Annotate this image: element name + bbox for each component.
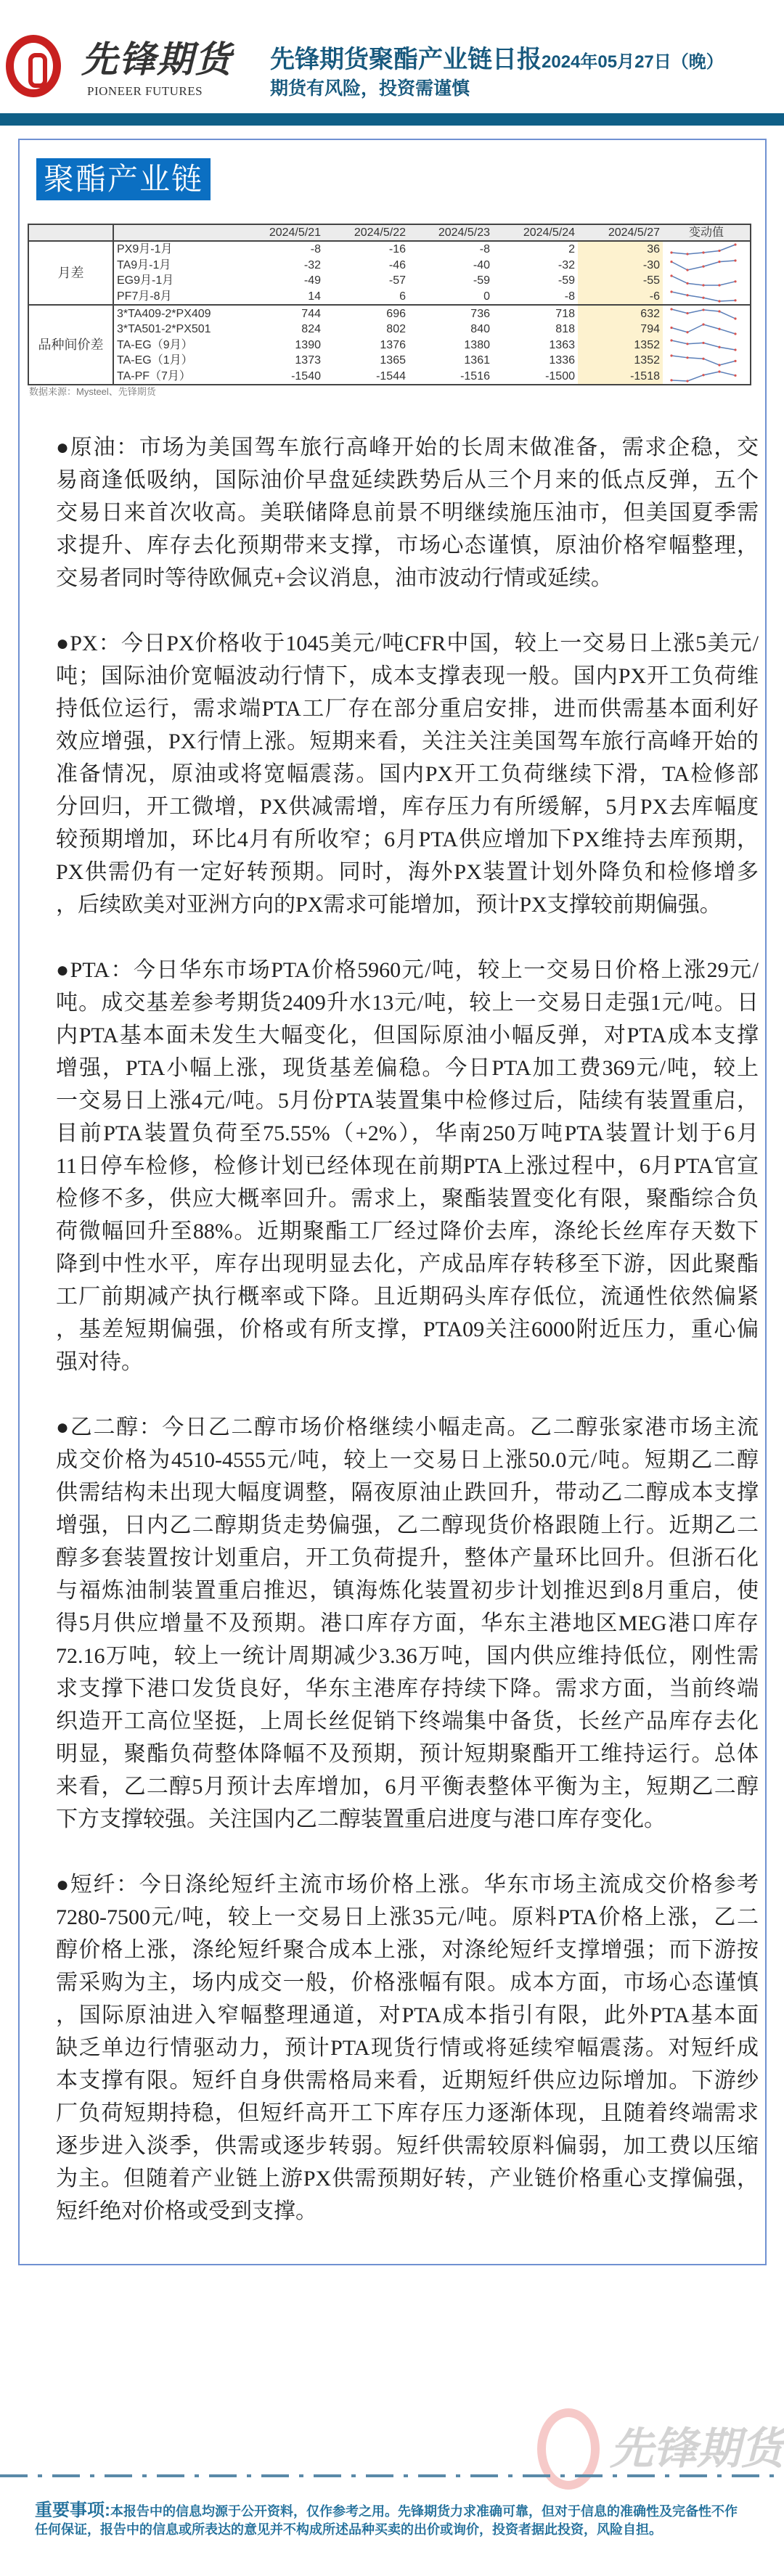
sparkline-point [670,290,672,293]
sparkline-point [734,360,736,362]
column-header: 2024/5/27 [578,224,663,241]
paragraph-line: 求提升、库存去化预期带来支撑，市场心态谨慎，原油价格窄幅整理， [56,533,759,557]
paragraph-line: 持低位运行，需求端PTA工厂存在部分重启安排，进而供需基本面利好 [56,697,759,721]
table-row [28,369,751,385]
header-blank [28,224,113,241]
spread-table [28,224,751,385]
disclaimer-line-2: 任何保证，报告中的信息或所表达的意见并不构成所述品种买卖的出价或询价，投资者据此投资，风险自担。 [35,2522,662,2537]
value-cell: 1352 [578,338,663,353]
value-cell: -8 [310,243,321,256]
paragraph-line: 荷微幅回升至88%。近期聚酯工厂经过降价去库，涤纶长丝库存天数下 [56,1219,759,1243]
sparkline-point [702,342,704,344]
paragraph-0 [56,431,759,594]
sparkline-point [702,297,704,299]
sparkline-point [702,265,704,267]
data-source-note: 数据来源：Mysteel、先锋期货 [29,386,156,397]
paragraph-line: 成交价格为4510-4555元/吨，较上一交易日上涨50.0元/吨。短期乙二醇 [56,1448,759,1472]
sparkline-cell [663,305,751,322]
value-cell: 818 [555,323,575,336]
value-cell: 1336 [549,354,575,367]
sparkline [663,289,751,304]
sparkline-cell [663,273,751,289]
sparkline-point [734,317,736,319]
paragraph-line: 分回归，开工微增，PX供减需增，库存压力有所缓解，5月PX去库幅度 [56,795,759,819]
sparkline-point [718,285,720,287]
value-cell: 744 [301,307,321,320]
value-cell: -8 [493,289,578,306]
table-row [28,258,751,274]
value-cell: -1500 [545,370,575,383]
sparkline-point [702,358,704,360]
paragraph-line: 逐步进入淡季，供需或逐步转弱。短纤供需较原料偏弱，加工费以压缩 [56,2134,759,2158]
logo-cn-text: 先锋期货 [81,38,232,81]
sparkline [663,242,751,257]
row-label: 3*TA409-2*PX409 [117,307,211,320]
watermark-text: 先锋期货 [610,2424,784,2474]
value-cell: 718 [555,307,575,320]
value-cell: 632 [578,305,663,322]
paragraph-line: 明显，聚酯负荷整体降幅不及预期，预计短期聚酯开工维持运行。总体 [56,1742,759,1766]
paragraph-line: 吨。成交基差参考期货2409升水13元/吨，较上一交易日走强1元/吨。日 [56,991,759,1015]
table-row [28,241,751,258]
watermark-ring-icon [537,2408,600,2490]
value-cell: -16 [388,243,406,256]
report-date: 2024年05月27日（晚） [542,52,724,72]
sparkline-point [734,333,736,335]
paragraph-line: 厂负荷短期持稳，但短纤高开工下库存压力逐渐体现，且随着终端需求 [56,2101,759,2125]
sparkline-point [718,300,720,302]
sparkline-point [718,261,720,263]
paragraph-3 [56,1411,759,1836]
logo-ring-icon [6,35,61,97]
paragraph-line: ●原油：市场为美国驾车旅行高峰开始的长周末做准备，需求企稳，交 [56,436,759,459]
column-header: 2024/5/24 [493,224,578,241]
paragraph-line: 为主。但随着产业链上游PX供需预期好转，产业链价格重心支撑偏强， [56,2167,759,2191]
sparkline-path [671,324,735,334]
sparkline-cell [663,241,751,258]
value-cell: 0 [409,289,493,306]
value-cell: -32 [303,258,321,271]
table-header-row [28,224,751,241]
commentary-body [56,431,759,2260]
paragraph-line: 醇价格上涨，涤纶短纤聚合成本上涨，对涤纶短纤支撑增强；而下游按 [56,1938,759,1962]
paragraph-line: ●短纤：今日涤纶短纤主流市场价格上涨。华东市场主流成交价格参考 [56,1873,759,1897]
value-cell: 14 [239,289,324,306]
paragraph-line: 7280-7500元/吨，较上一交易日上涨35元/吨。原料PTA价格上涨，乙二 [56,1905,759,1929]
sparkline [663,258,751,273]
sparkline-point [718,310,720,312]
value-cell: -32 [558,258,575,271]
row-label: 3*TA501-2*PX501 [117,323,211,336]
sparkline-point [686,312,688,314]
value-cell: 1365 [380,354,406,367]
sparkline-point [718,250,720,252]
value-cell: 1363 [549,338,575,351]
value-cell: 1373 [295,354,321,367]
sparkline-point [734,348,736,351]
paragraph-line: 72.16万吨，较上一统计周期减少3.36万吨，国内供应维持低位，刚性需 [56,1644,759,1668]
paragraph-line: ●PTA：今日华东市场PTA价格5960元/吨，较上一交易日价格上涨29元/ [56,958,759,982]
value-cell: 36 [578,241,663,258]
sparkline-path [671,356,735,365]
footer-divider [0,2474,784,2477]
value-cell: 840 [470,323,490,336]
value-cell: -55 [578,273,663,289]
value-cell: 1361 [464,354,490,367]
sparkline-point [686,380,688,382]
sparkline [663,322,751,337]
table-row [28,273,751,289]
sparkline-cell [663,369,751,385]
paragraph-line: ●乙二醇：今日乙二醇市场价格继续小幅走高。乙二醇张家港市场主流 [56,1415,759,1439]
value-cell: 1380 [464,338,490,351]
sparkline-point [718,364,720,367]
sparkline-point [718,328,720,330]
sparkline-point [670,327,672,329]
sparkline-cell [663,289,751,306]
paragraph-line: 与福炼油制装置重启推迟，镇海炼化装置初步计划推迟到8月重启，使 [56,1579,759,1603]
paragraph-line: 目前PTA装置负荷至75.55%（+2%），华南250万吨PTA装置计划于6月 [56,1121,759,1145]
value-cell: -40 [473,258,490,271]
value-cell: -49 [303,274,321,287]
sparkline-point [718,345,720,348]
sparkline-path [671,276,735,285]
report-title [270,45,724,79]
sparkline-point [670,308,672,310]
sparkline-cell [663,258,751,274]
value-cell: 1390 [295,338,321,351]
sparkline [663,369,751,384]
paragraph-line: 得5月供应增量不及预期。港口库存方面，华东主港地区MEG港口库存 [56,1611,759,1635]
paragraph-line: 一交易日上涨4元/吨。5月份PTA装置集中检修过后，陆续有装置重启， [56,1089,759,1113]
value-cell: -1518 [578,369,663,385]
sparkline-point [734,244,736,246]
sparkline [663,353,751,368]
paragraph-line: PX供需仍有一定好转预期。同时，海外PX装置计划外降负和检修增多 [56,860,759,884]
column-header: 2024/5/21 [239,224,324,241]
value-cell: 6 [324,289,409,306]
paragraph-line: 短纤绝对价格或受到支撑。 [56,2199,317,2223]
paragraph-line: 求支撑下港口发货良好，华东主港库存持续下降。需求方面，当前终端 [56,1677,759,1701]
sparkline-point [686,343,688,345]
value-cell: -57 [388,274,406,287]
value-cell: 824 [301,323,321,336]
value-cell: -1540 [291,370,321,383]
sparkline-point [718,370,720,372]
sparkline-path [671,261,735,270]
table-row [28,322,751,338]
sparkline-point [686,269,688,271]
sparkline-point [670,252,672,254]
watermark-logo [537,2408,784,2490]
paragraph-line: 较预期增加，环比4月有所收窄；6月PTA供应增加下PX维持去库预期， [56,827,759,851]
header-divider-bar [0,113,784,126]
paragraph-line: 交易者同时等待欧佩克+会议消息，油市波动行情或延续。 [56,566,613,590]
sparkline-cell [663,338,751,353]
paragraph-line: 准备情况，原油或将宽幅震荡。国内PX开工负荷继续下滑，TA检修部 [56,762,759,786]
value-cell: -1516 [460,370,490,383]
paragraph-line: ，后续欧美对亚洲方向的PX需求可能增加，预计PX支撑较前期偏强。 [56,893,722,917]
paragraph-line: 下方支撑较强。关注国内乙二醇装置重启进度与港口库存变化。 [56,1807,666,1831]
sparkline-point [734,259,736,261]
paragraph-line: 来看，乙二醇5月预计去库增加，6月平衡表整体平衡为主，短期乙二醇 [56,1775,759,1799]
sparkline-point [734,375,736,377]
risk-slogan: 期货有风险，投资需谨慎 [270,78,470,99]
disclaimer-heading: 重要事项: [35,2501,110,2520]
value-cell: 736 [470,307,490,320]
paragraph-line: 11日停车检修，检修计划已经体现在前期PTA上涨过程中，6月PTA官宣 [56,1154,759,1178]
sparkline-point [670,261,672,263]
value-cell: -1544 [376,370,406,383]
table-row [28,289,751,306]
sparkline-cell [663,353,751,369]
value-cell: -46 [388,258,406,271]
sparkline-point [734,281,736,283]
row-label: TA-EG（1月） [117,354,193,367]
disclaimer [35,2501,775,2539]
paragraph-line: ●PX：今日PX价格收于1045美元/吨CFR中国，较上一交易日上涨5美元/ [56,631,759,655]
value-cell: 696 [386,307,406,320]
paragraph-line: 内PTA基本面未发生大幅变化，但国际原油小幅反弹，对PTA成本支撑 [56,1023,759,1047]
paragraph-line: 强对待。 [56,1350,143,1374]
paragraph-line: 增强，PTA小幅上涨，现货基差偏稳。今日PTA加工费369元/吨，较上 [56,1056,759,1080]
paragraph-line: 易商逢低吸纳，国际油价早盘延续跌势后从三个月来的低点反弹，五个 [56,468,759,492]
column-header: 2024/5/23 [409,224,493,241]
paragraph-line: 缺乏单边行情驱动力，预计PTA现货行情或将延续窄幅震荡。对短纤成 [56,2036,759,2060]
row-label: EG9月-1月 [117,274,174,287]
sparkline-point [702,308,704,311]
sparkline-path [671,292,735,301]
sparkline-point [686,357,688,359]
sparkline-point [670,355,672,357]
value-cell: -59 [558,274,575,287]
paragraph-line: 增强，日内乙二醇期货走势偏强，乙二醇现货价格跟随上行。近期乙二 [56,1513,759,1537]
paragraph-line: ，国际原油进入窄幅整理通道，对PTA成本指引有限，此外PTA基本面 [56,2003,759,2027]
sparkline-point [686,253,688,255]
sparkline-point [734,299,736,301]
value-cell: -8 [479,243,490,256]
table-row [28,353,751,369]
sparkline-point [702,374,704,376]
paragraph-line: 效应增强，PX行情上涨。短期来看，关注关注美国驾车旅行高峰开始的 [56,729,759,753]
sparkline-cell [663,322,751,338]
value-cell: 1352 [578,353,663,369]
table-row [28,338,751,353]
sparkline-point [686,294,688,296]
sparkline-point [686,282,688,285]
sparkline-point [670,275,672,277]
paragraph-line: 检修不多，供应大概率回升。需求上，聚酯装置变化有限，聚酯综合负 [56,1187,759,1211]
paragraph-4 [56,1868,759,2228]
paragraph-1 [56,627,759,921]
section-label: 聚酯产业链 [36,158,211,200]
value-cell: -59 [473,274,490,287]
paragraph-line: 醇多套装置按计划重启，开工负荷提升，整体产量环比回升。但浙石化 [56,1546,759,1570]
disclaimer-row-1 [35,2501,775,2520]
sparkline [663,338,751,353]
column-header-change: 变动值 [663,224,751,241]
value-cell: 2 [568,243,575,256]
value-cell: -30 [578,258,663,274]
header-blank [113,224,239,241]
sparkline-point [670,339,672,341]
paragraph-2 [56,954,759,1378]
value-cell: 1376 [380,338,406,351]
column-header: 2024/5/22 [324,224,409,241]
logo-en-text: PIONEER FUTURES [87,84,203,98]
sparkline [663,273,751,288]
value-cell: 794 [578,322,663,338]
sparkline-point [670,379,672,381]
sparkline-path [671,372,735,381]
company-logo [6,35,245,102]
row-label: TA-PF（7月） [117,370,191,383]
group-label: 品种间价差 [28,305,113,385]
row-label: PF7月-8月 [113,289,239,306]
paragraph-line: 本支撑有限。短纤自身供需格局来看，近期短纤供应边际增加。下游纱 [56,2069,759,2093]
value-cell: 802 [386,323,406,336]
sparkline-point [702,285,704,287]
paragraph-line: 吨；国际油价宽幅波动行情下，成本支撑表现一般。国内PX开工负荷维 [56,664,759,688]
table-row [28,305,751,322]
row-label: TA9月-1月 [117,258,171,271]
paragraph-line: ，基差短期偏强，价格或有所支撑，PTA09关注6000附近压力，重心偏 [56,1317,759,1341]
sparkline [663,306,751,322]
group-label: 月差 [28,241,113,305]
row-label: PX9月-1月 [117,243,173,256]
paragraph-line: 工厂前期减产执行概率或下降。且近期码头库存低位，流通性依然偏紧 [56,1285,759,1309]
row-label: TA-EG（9月） [117,338,193,351]
paragraph-line: 交易日来首次收高。美联储降息前景不明继续施压油市，但美国夏季需 [56,501,759,525]
disclaimer-line-1: 本报告中的信息均源于公开资料，仅作参考之用。先锋期货力求准确可靠，但对于信息的准确性及完备性不作 [110,2504,738,2519]
sparkline-point [686,331,688,333]
paragraph-line: 织造开工高位坚挺，上周长丝促销下终端集中备货，长丝产品库存去化 [56,1709,759,1733]
sparkline-point [702,324,704,326]
paragraph-line: 供需结构未出现大幅度调整，隔夜原油止跌回升，带动乙二醇成本支撑 [56,1481,759,1505]
paragraph-line: 需采购为主，场内成交一般，价格涨幅有限。成本方面，市场心态谨慎 [56,1971,759,1995]
value-cell: -6 [578,289,663,306]
sparkline-point [702,252,704,254]
report-title-main: 先锋期货聚酯产业链日报 [270,46,542,73]
paragraph-line: 降到中性水平，库存出现明显去化，产成品库存转移至下游，因此聚酯 [56,1252,759,1276]
